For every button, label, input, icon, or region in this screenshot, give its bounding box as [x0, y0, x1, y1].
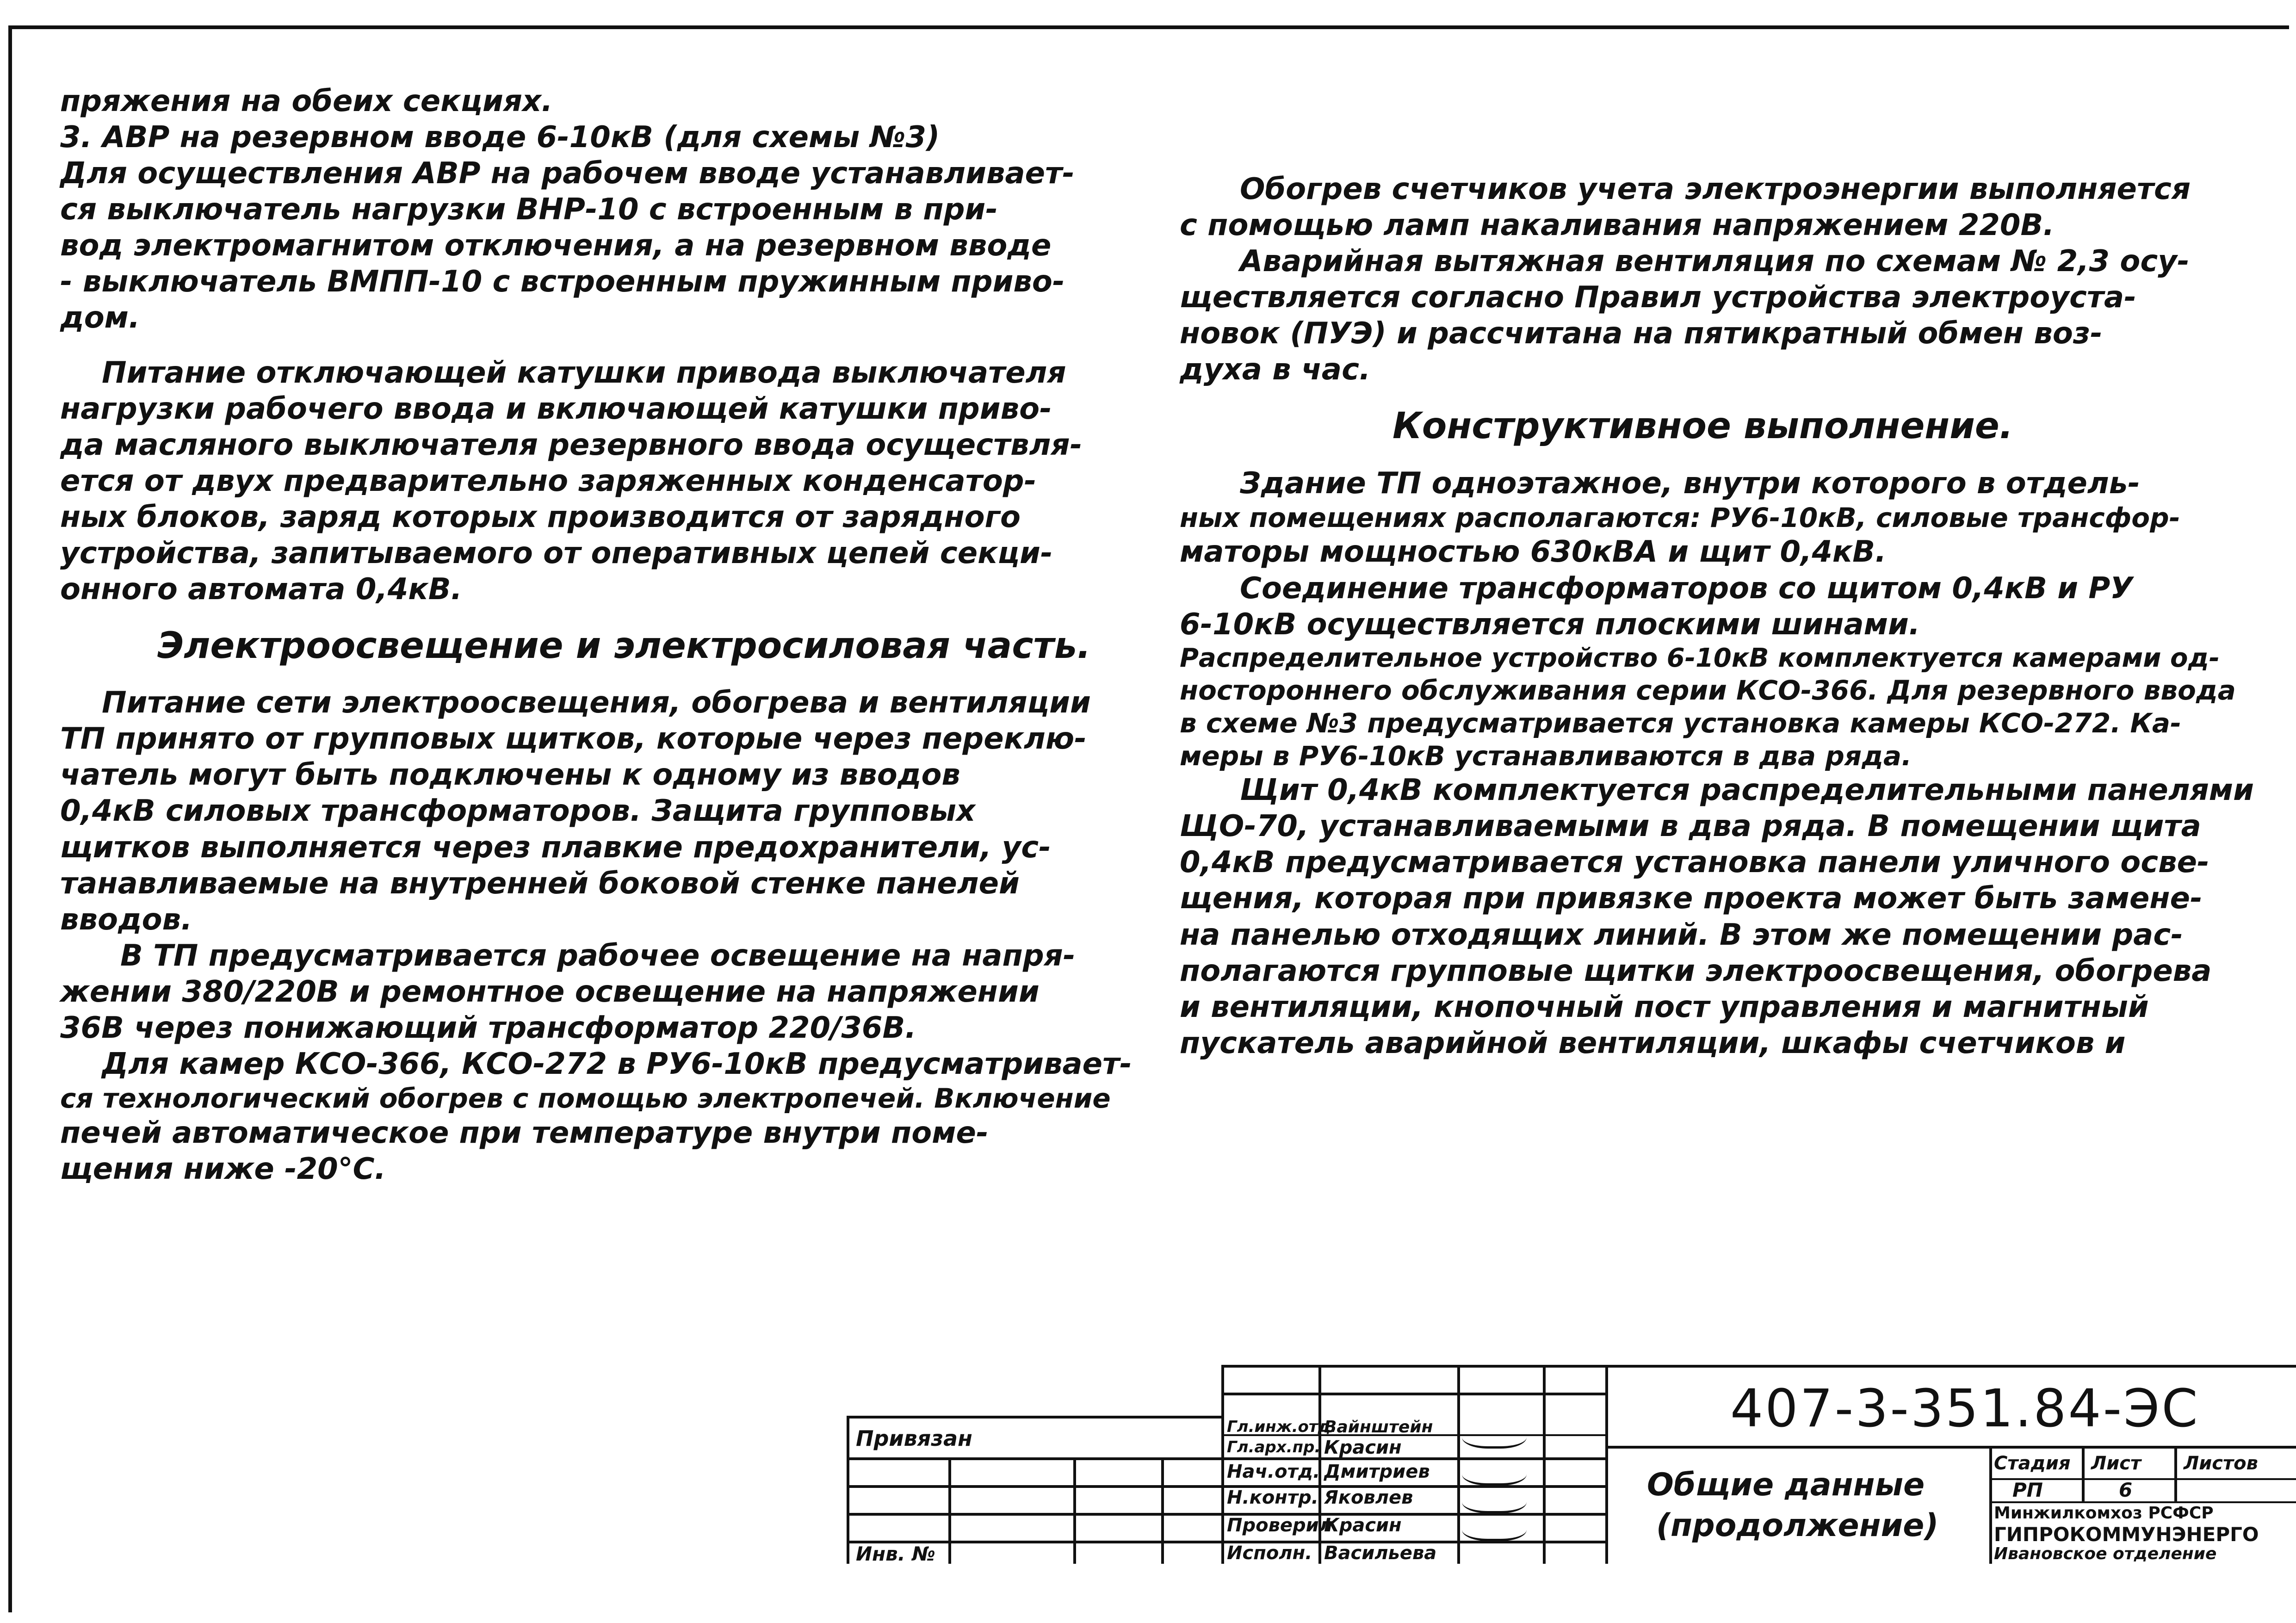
- text-line: с помощью ламп накаливания напряжением 220В.: [1180, 208, 2055, 243]
- text-line: Здание ТП одноэтажное, внутри которого в отдель-: [1240, 466, 2140, 501]
- document-code: 407-3-351.84-ЭС: [1730, 1379, 2200, 1439]
- signature-mark: [1462, 1513, 1527, 1541]
- text-line: ных помещениях располагаются: РУ6-10кВ, силовые трансфор-: [1180, 502, 2180, 533]
- text-line: пускатель аварийной вентиляции, шкафы счетчиков и: [1180, 1026, 2126, 1060]
- text-line: танавливаемые на внутренней боковой стенке панелей: [60, 866, 1020, 901]
- text-line: ществляется согласно Правил устройства электроуста-: [1180, 280, 2136, 315]
- text-line: жении 380/220В и ремонтное освещение на напряжении: [60, 974, 1040, 1009]
- text-line: нагрузки рабочего ввода и включающей катушки приво-: [60, 391, 1052, 426]
- text-line: 0,4кВ предусматривается установка панели уличного осве-: [1180, 845, 2209, 880]
- inventory-label: Инв. №: [856, 1542, 935, 1565]
- text-line: вод электромагнитом отключения, а на резервном вводе: [60, 229, 1052, 263]
- role-label: Н.контр.: [1227, 1487, 1318, 1508]
- text-line: ся технологический обогрев с помощью электропечей. Включение: [60, 1083, 1111, 1115]
- left-column: [60, 83, 1138, 1187]
- text-line: ных блоков, заряд которых производится от зарядного: [60, 500, 1021, 534]
- text-line: 36В через понижающий трансформатор 220/36В.: [60, 1010, 916, 1045]
- text-line: пряжения на обеих секциях.: [60, 84, 553, 118]
- stage-value: РП: [2012, 1479, 2043, 1501]
- text-line: Аварийная вытяжная вентиляция по схемам № 2,3 осу-: [1240, 244, 2190, 279]
- text-line: меры в РУ6-10кВ устанавливаются в два ряда.: [1180, 740, 1912, 772]
- signature-mark: [1462, 1457, 1527, 1486]
- sheets-header: Листов: [2184, 1453, 2258, 1474]
- person-name: Красин: [1324, 1515, 1402, 1536]
- privyazan-label: Привязан: [856, 1426, 972, 1451]
- text-line: В ТП предусматривается рабочее освещение на напря-: [120, 938, 1076, 973]
- org-branch: Ивановское отделение: [1994, 1544, 2217, 1563]
- role-label: Гл.инж.отд.: [1227, 1418, 1337, 1436]
- text-line: Питание отключающей катушки привода выключателя: [102, 355, 1066, 390]
- text-line: ся выключатель нагрузки ВНР-10 с встроенным в при-: [60, 192, 998, 227]
- person-name: Яковлев: [1324, 1487, 1413, 1508]
- text-line: ется от двух предварительно заряженных конденсатор-: [60, 464, 1037, 498]
- role-label: Нач.отд.: [1227, 1461, 1320, 1482]
- org-institute: ГИПРОКОММУНЭНЕРГО: [1994, 1523, 2259, 1546]
- signature-mark: [1462, 1420, 1527, 1449]
- text-line: Питание сети электроосвещения, обогрева и вентиляции: [102, 686, 1091, 720]
- text-line: и вентиляции, кнопочный пост управления и магнитный: [1180, 990, 2149, 1024]
- text-line: Щит 0,4кВ комплектуется распределительными панелями: [1240, 773, 2254, 808]
- text-line: да масляного выключателя резервного ввода осуществля-: [60, 427, 1083, 462]
- sheet-number: 6: [2119, 1479, 2133, 1501]
- text-line: ностороннего обслуживания серии КСО-366. Для резервного ввода: [1180, 675, 2236, 706]
- right-column: [1180, 171, 2271, 1061]
- text-line: - выключатель ВМПП-10 с встроенным пружинным приво-: [60, 265, 1065, 299]
- text-line: Для осуществления АВР на рабочем вводе устанавливает-: [60, 156, 1075, 191]
- person-name: Вайнштейн: [1324, 1418, 1433, 1437]
- text-line: на панелью отходящих линий. В этом же помещении рас-: [1180, 917, 2183, 952]
- org-ministry: Минжилкомхоз РСФСР: [1994, 1504, 2214, 1523]
- person-name: Дмитриев: [1324, 1461, 1430, 1482]
- text-line: 3. АВР на резервном вводе 6-10кВ (для схемы №3): [60, 120, 940, 155]
- sheet-title: Общие данные: [1647, 1467, 1925, 1503]
- text-line: Для камер КСО-366, КСО-272 в РУ6-10кВ предусматривает-: [102, 1047, 1132, 1082]
- text-line: онного автомата 0,4кВ.: [60, 572, 462, 607]
- text-line: 6-10кВ осуществляется плоскими шинами.: [1180, 607, 1920, 642]
- text-line: Обогрев счетчиков учета электроэнергии выполняется: [1240, 172, 2191, 206]
- text-line: устройства, запитываемого от оперативных цепей секци-: [60, 536, 1053, 570]
- text-line: новок (ПУЭ) и рассчитана на пятикратный обмен воз-: [1180, 316, 2103, 351]
- sheet-subtitle: (продолжение): [1656, 1507, 1939, 1544]
- text-line: маторы мощностью 630кВА и щит 0,4кВ.: [1180, 535, 1887, 570]
- text-line: вводов.: [60, 902, 192, 937]
- signature-mark: [1462, 1485, 1527, 1513]
- role-label: Исполн.: [1227, 1542, 1312, 1564]
- role-label: Гл.арх.пр.: [1227, 1438, 1321, 1456]
- text-line: щитков выполняется через плавкие предохранители, ус-: [60, 830, 1051, 865]
- text-line: ЩО-70, устанавливаемыми в два ряда. В помещении щита: [1180, 809, 2201, 844]
- text-line: 0,4кВ силовых трансформаторов. Защита групповых: [60, 794, 976, 829]
- person-name: Красин: [1324, 1437, 1402, 1458]
- text-line: полагаются групповые щитки электроосвещения, обогрева: [1180, 954, 2212, 988]
- text-line: чатель могут быть подключены к одному из вводов: [60, 758, 960, 793]
- text-line: Соединение трансформаторов со щитом 0,4кВ и РУ: [1240, 571, 2133, 606]
- text-line: печей автоматическое при температуре внутри поме-: [60, 1115, 989, 1150]
- section-heading: Конструктивное выполнение.: [1392, 405, 2013, 447]
- section-heading: Электроосвещение и электросиловая часть.: [157, 625, 1091, 667]
- text-line: в схеме №3 предусматривается установка камеры КСО-272. Ка-: [1180, 707, 2182, 739]
- text-line: щения, которая при привязке проекта может быть замене-: [1180, 881, 2203, 916]
- text-line: ТП принято от групповых щитков, которые через переклю-: [60, 722, 1087, 756]
- sheet-header: Лист: [2091, 1453, 2141, 1474]
- text-line: дом.: [60, 301, 140, 335]
- stage-header: Стадия: [1994, 1453, 2071, 1474]
- text-line: Распределительное устройство 6-10кВ комплектуется камерами од-: [1180, 643, 2220, 673]
- role-label: Проверил: [1227, 1515, 1332, 1536]
- person-name: Васильева: [1324, 1542, 1437, 1564]
- text-line: щения ниже -20°С.: [60, 1152, 386, 1186]
- text-line: духа в час.: [1180, 353, 1371, 387]
